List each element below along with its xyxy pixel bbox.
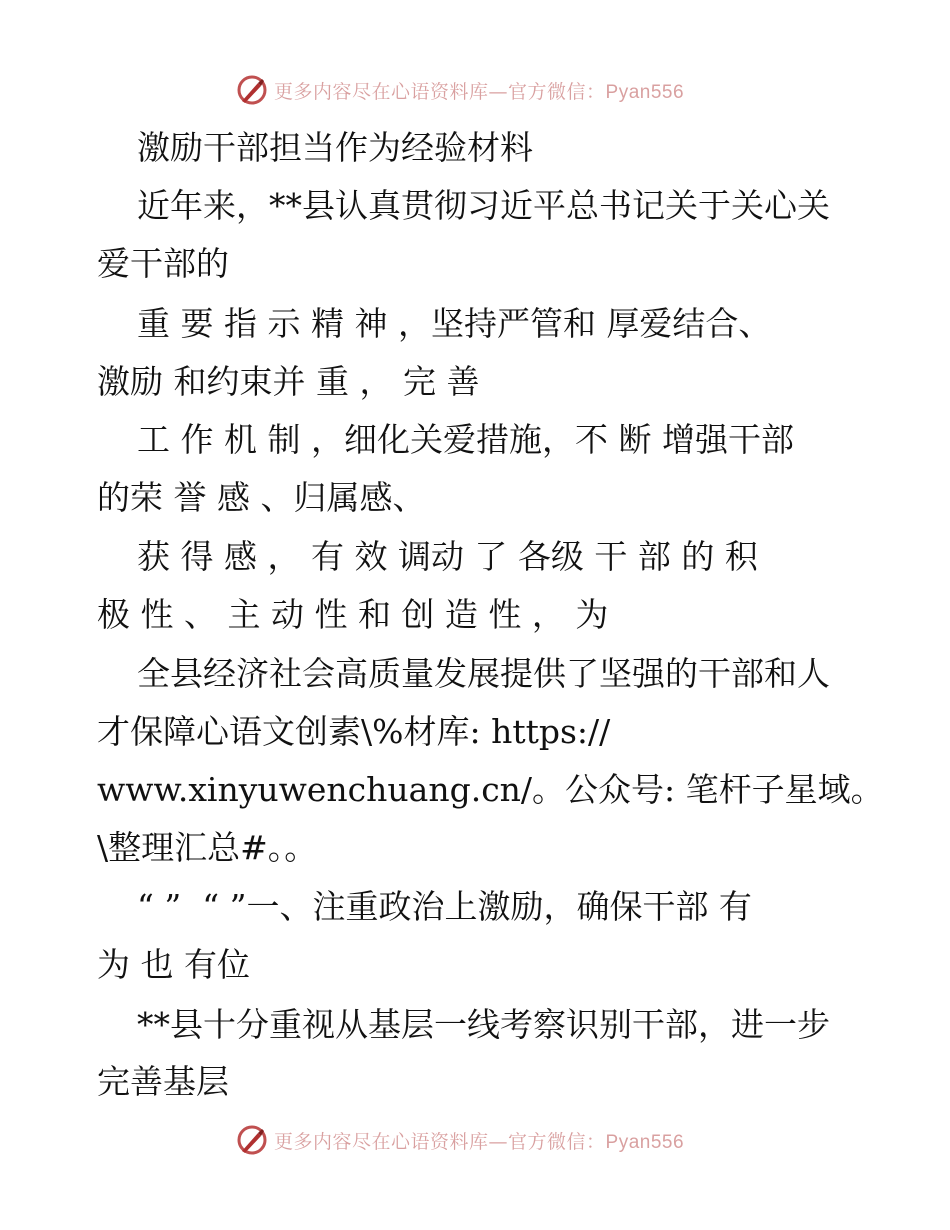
pen-seal-logo-icon <box>236 1124 268 1156</box>
text-line: 工 作 机 制 ，细化关爱措施，不 断 增强干部 <box>137 420 794 459</box>
text-line: \整理汇总#。。 <box>97 828 318 867</box>
watermark-text: 更多内容尽在心语资料库—官方微信：Pyan556 <box>274 80 685 103</box>
text-line: 完善基层 <box>97 1062 229 1101</box>
text-line: “ ” “ ”一、注重政治上激励，确保干部 有 <box>137 887 752 926</box>
text-line: 为 也 有位 <box>97 945 250 984</box>
watermark-header <box>236 72 736 108</box>
text-line: 全县经济社会高质量发展提供了坚强的干部和人 <box>137 654 830 693</box>
text-line: **县十分重视从基层一线考察识别干部，进一步 <box>137 1005 830 1044</box>
watermark-footer <box>236 1122 736 1158</box>
watermark-text: 更多内容尽在心语资料库—官方微信：Pyan556 <box>274 1130 685 1153</box>
text-line: www.xinyuwenchuang.cn/。公众号: 笔杆子星域。 <box>97 770 884 809</box>
text-line: 极 性 、 主 动 性 和 创 造 性 ， 为 <box>97 595 609 634</box>
text-line: 近年来，**县认真贯彻习近平总书记关于关心关 <box>137 186 830 225</box>
text-line: 才保障心语文创素\%材库: https:// <box>97 712 611 751</box>
text-line: 获 得 感 ， 有 效 调动 了 各级 干 部 的 积 <box>137 537 758 576</box>
text-line: 重 要 指 示 精 神 ，坚持严管和 厚爱结合、 <box>137 304 772 343</box>
text-line: 的荣 誉 感 、归属感、 <box>97 478 426 517</box>
document-title: 激励干部担当作为经验材料 <box>137 128 533 167</box>
text-line: 爱干部的 <box>97 244 229 283</box>
pen-seal-logo-icon <box>236 74 268 106</box>
text-line: 激励 和约束并 重 ， 完 善 <box>97 362 480 401</box>
